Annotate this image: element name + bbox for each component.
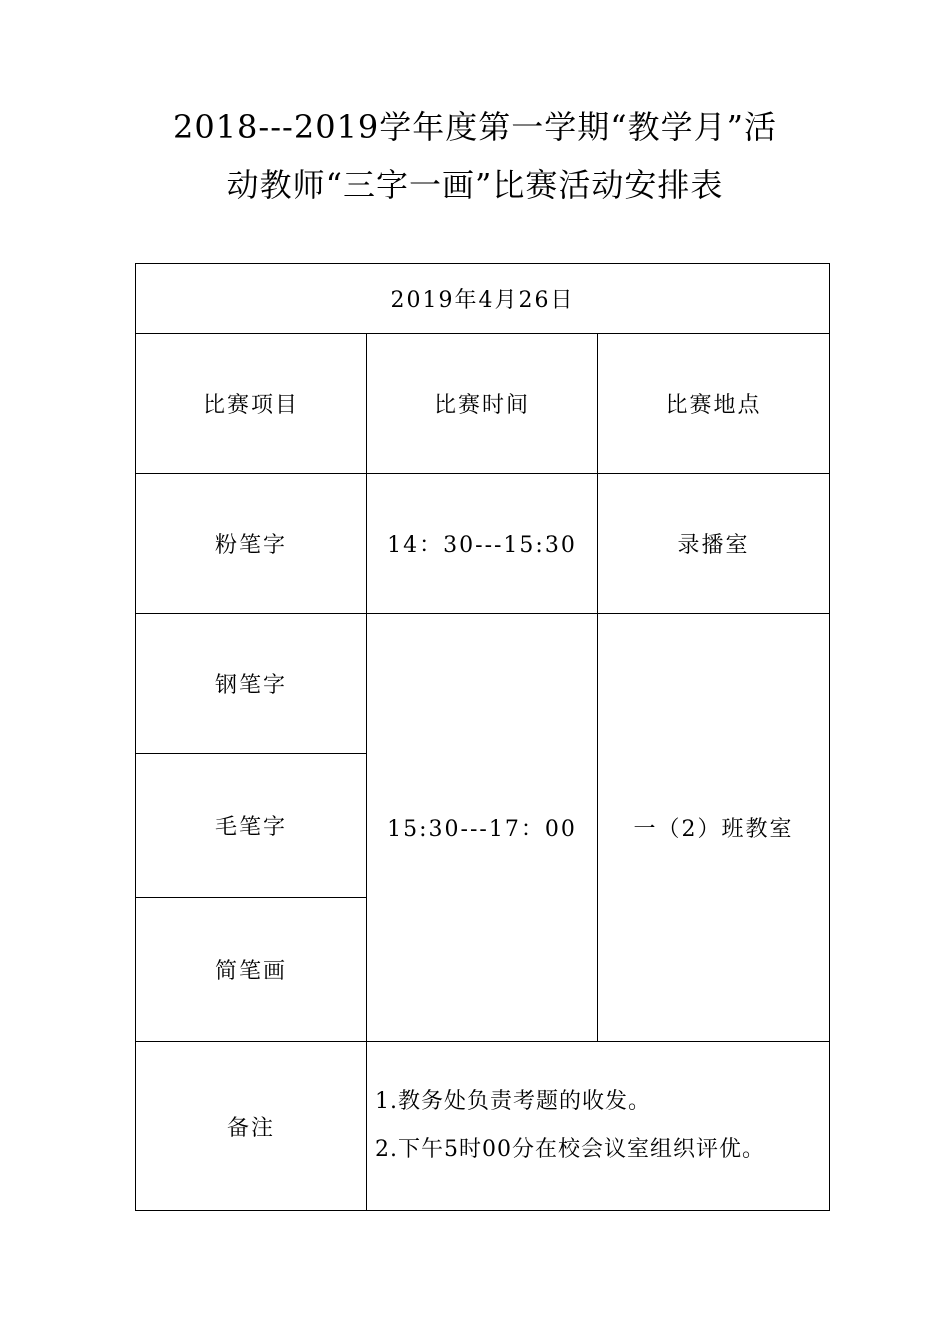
table-row-date xyxy=(136,264,830,334)
notes-cell xyxy=(367,1042,830,1211)
location-cell-2: 一（2）班教室 xyxy=(598,614,830,1042)
header-item: 比赛项目 xyxy=(136,334,367,474)
header-time: 比赛时间 xyxy=(367,334,598,474)
location-cell-1: 录播室 xyxy=(598,474,830,614)
time-cell-2: 15:30---17：00 xyxy=(367,614,598,1042)
title-line-2: 动教师“三字一画”比赛活动安排表 xyxy=(226,166,724,204)
item-cell-pen: 钢笔字 xyxy=(136,614,367,754)
table-header-row xyxy=(136,334,830,474)
item-cell-brush: 毛笔字 xyxy=(136,754,367,898)
table-row xyxy=(136,614,830,754)
date-cell: 2019年4月26日 xyxy=(136,264,830,334)
note-line-2: 2.下午5时00分在校会议室组织评优。 xyxy=(375,1137,765,1162)
table-row-notes xyxy=(136,1042,830,1211)
time-cell-1: 14：30---15:30 xyxy=(367,474,598,614)
item-cell-chalk: 粉笔字 xyxy=(136,474,367,614)
page-title xyxy=(0,98,950,214)
schedule-table xyxy=(135,263,830,1211)
note-line-1: 1.教务处负责考题的收发。 xyxy=(375,1089,651,1114)
item-cell-drawing: 简笔画 xyxy=(136,898,367,1042)
header-location: 比赛地点 xyxy=(598,334,830,474)
table-row xyxy=(136,474,830,614)
title-line-1: 2018---2019学年度第一学期“教学月”活 xyxy=(172,108,778,146)
notes-label: 备注 xyxy=(136,1042,367,1211)
